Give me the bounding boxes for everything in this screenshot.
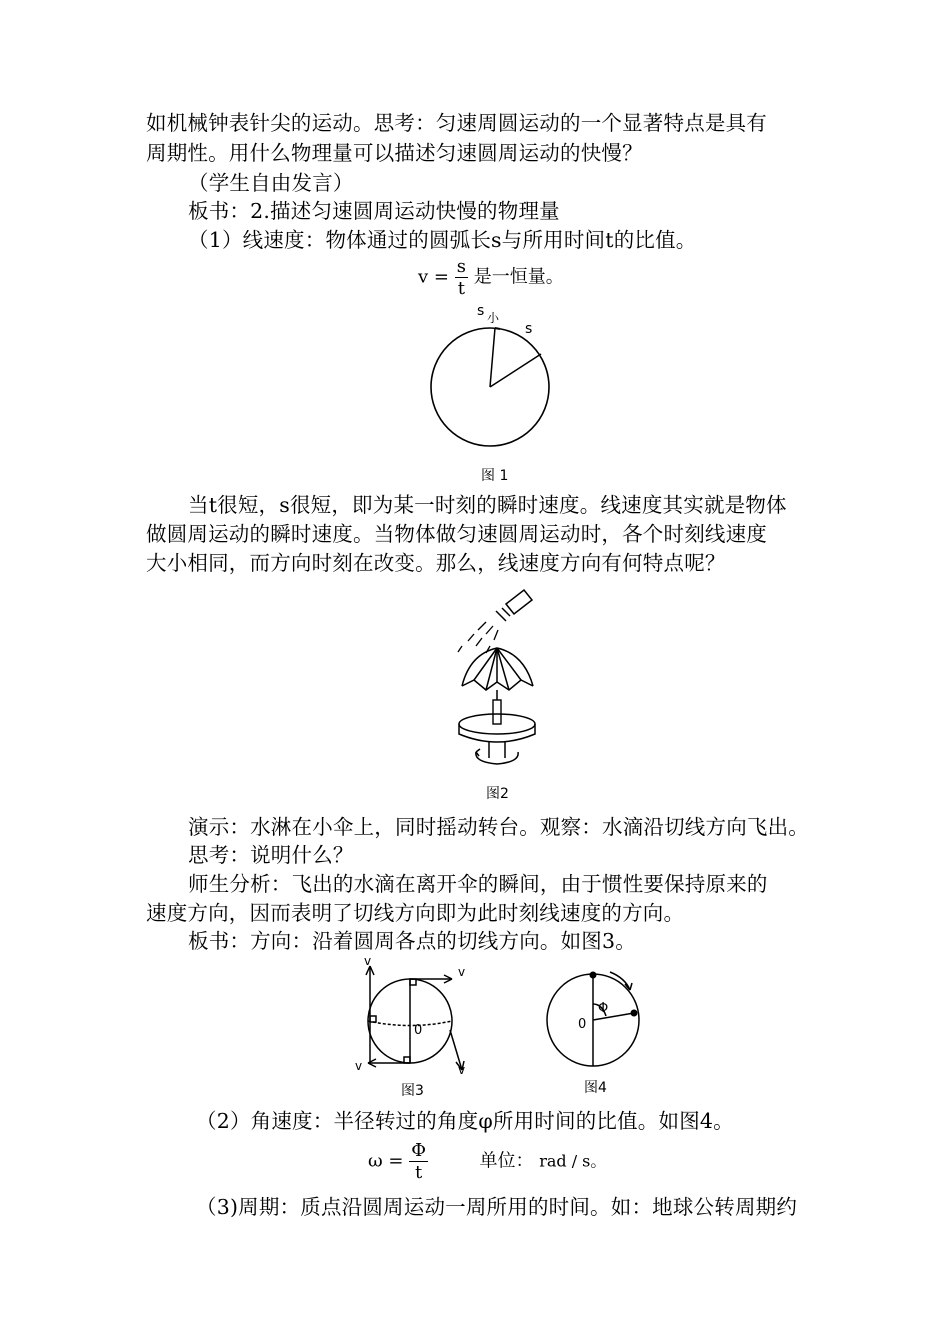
paragraph-line: （1）线速度：物体通过的圆弧长s与所用时间t的比值。 xyxy=(188,228,697,252)
formula-denominator: t xyxy=(414,1162,423,1183)
fig3-v-top: v xyxy=(364,954,372,968)
paragraph-line: 周期性。用什么物理量可以描述匀速圆周运动的快慢？ xyxy=(146,141,643,165)
fig3-v-bottom: v xyxy=(355,1059,363,1073)
paragraph-line: （学生自由发言） xyxy=(188,171,354,195)
fig1-label-small: 小 xyxy=(487,311,500,325)
fig2-caption: 图2 xyxy=(486,786,509,802)
paragraph-line: 速度方向，因而表明了切线方向即为此时刻线速度的方向。 xyxy=(146,901,685,925)
formula-numerator: s xyxy=(456,256,466,277)
paragraph-line: 当t很短，s很短，即为某一时刻的瞬时速度。线速度其实就是物体 xyxy=(188,493,787,517)
paragraph-line: 板书：2.描述匀速圆周运动快慢的物理量 xyxy=(188,199,560,223)
fig3-v-diag: v xyxy=(458,1063,466,1077)
fig1-caption: 图 1 xyxy=(481,468,509,484)
formula-lhs: v = xyxy=(418,266,449,288)
formula-unit-label: 单位： xyxy=(479,1150,534,1172)
paragraph-line: 如机械钟表针尖的运动。思考：匀速周圆运动的一个显著特点是具有 xyxy=(146,111,767,135)
paragraph-line: 板书：方向：沿着圆周各点的切线方向。如图3。 xyxy=(188,929,636,953)
paragraph-line: 思考：说明什么？ xyxy=(188,843,354,867)
paragraph-line: 做圆周运动的瞬时速度。当物体做匀速圆周运动时，各个时刻线速度 xyxy=(146,522,767,546)
fig3-o: 0 xyxy=(414,1023,423,1038)
fig1-label-s-small: s xyxy=(477,303,485,319)
fig1-label-s: s xyxy=(525,321,533,337)
paragraph-line: 大小相同，而方向时刻在改变。那么，线速度方向有何特点呢？ xyxy=(146,551,726,575)
fig3-caption: 图3 xyxy=(401,1083,424,1099)
paragraph-line: （2）角速度：半径转过的角度φ所用时间的比值。如图4。 xyxy=(196,1109,734,1133)
paragraph-line: （3)周期：质点沿圆周运动一周所用的时间。如：地球公转周期约 xyxy=(196,1195,798,1219)
fig4-o: 0 xyxy=(578,1017,587,1032)
fig4-caption: 图4 xyxy=(584,1080,607,1096)
fig4-phi: Φ xyxy=(598,1001,609,1016)
formula-lhs: ω = xyxy=(368,1150,404,1172)
formula-denominator: t xyxy=(457,278,465,299)
formula-angular-velocity xyxy=(368,1140,606,1183)
paragraph-line: 演示：水淋在小伞上，同时摇动转台。观察：水滴沿切线方向飞出。 xyxy=(188,815,809,839)
formula-unit: rad / s。 xyxy=(539,1151,607,1171)
paragraph-line: 师生分析：飞出的水滴在离开伞的瞬间，由于惯性要保持原来的 xyxy=(188,872,768,896)
formula-tail: 是一恒量。 xyxy=(473,266,564,288)
formula-numerator: Φ xyxy=(411,1140,426,1161)
fig3-v-right: v xyxy=(458,965,466,979)
formula-fraction xyxy=(409,1140,428,1183)
